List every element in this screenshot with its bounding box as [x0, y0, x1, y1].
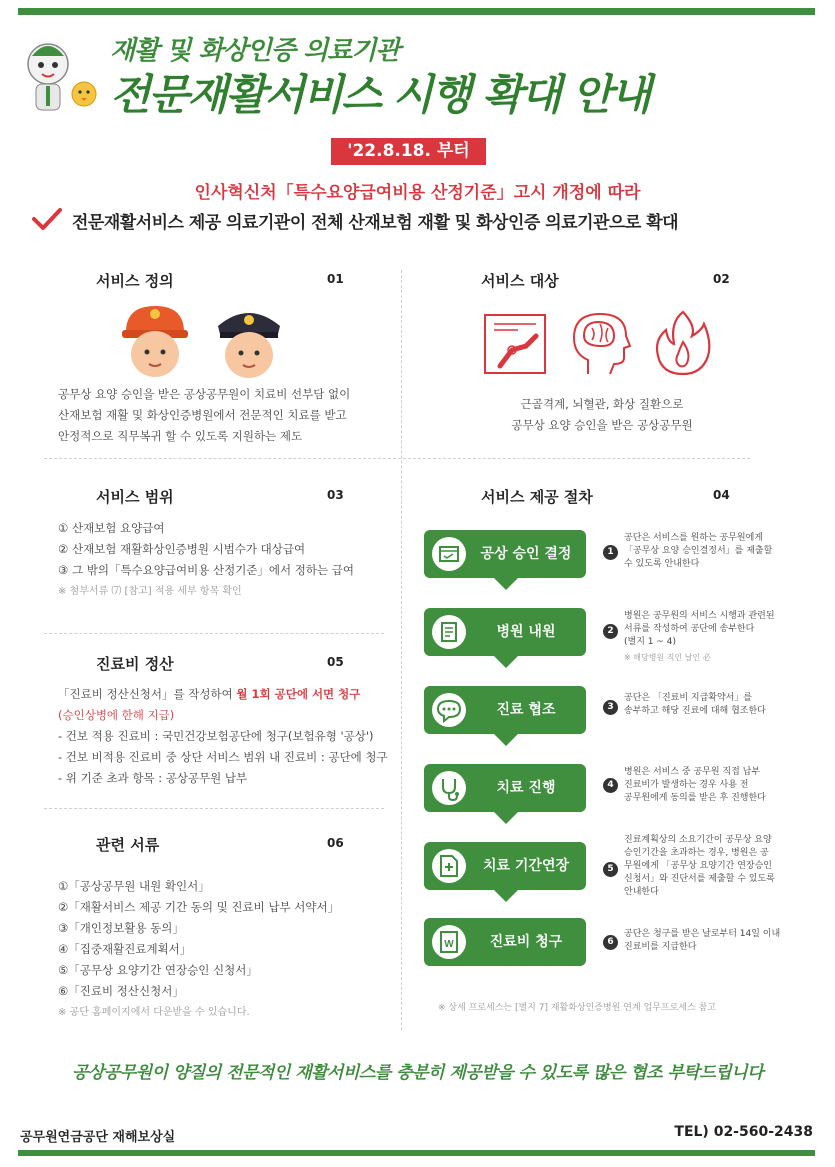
title-line1: 재활 및 화상인증 의료기관: [110, 36, 400, 66]
brain-head-icon: [568, 308, 634, 378]
date-badge: '22.8.18. 부터: [331, 138, 486, 165]
chat-bubble-icon: [432, 693, 466, 727]
section-title-process: 서비스 제공 절차: [481, 488, 593, 506]
arrow-down-icon: [494, 812, 518, 824]
step-description: 진료계획상의 소요기간이 공무상 요양 승인기간을 초과하는 경우, 병원은 공 무원에게 「공무상 요양기간 연장승인 신청서」와 진단서를 제출할 수 있도록 안내한다: [624, 835, 775, 897]
step-description: 공단은 「진료비 지급확약서」를 송부하고 해당 진료에 대해 협조한다: [624, 693, 766, 716]
organization-name: 공무원연금공단 재해보상실: [20, 1130, 176, 1145]
step-description: 병원은 공무원의 서비스 시행과 관련된 서류를 작성하여 공단에 송부한다 (별지 1 ~ 4): [624, 611, 775, 647]
section-title-scope: 서비스 범위: [96, 488, 174, 506]
process-step-2: 병원 내원: [424, 608, 586, 656]
subtitle: 인사혁신처「특수요양급여비용 산정기준」고시 개정에 따라: [194, 183, 641, 203]
process-footnote: ※ 상세 프로세스는 [별지 7] 재활화상인증병원 연계 업무프로세스 참고: [438, 1003, 716, 1013]
police-officer-icon: [212, 300, 286, 380]
row-divider: [44, 633, 384, 634]
scope-note: ※ 첨부서류 ⑺ [참고] 적용 세부 항목 확인: [58, 586, 242, 597]
section-number: 05: [327, 655, 344, 669]
svg-text:W: W: [444, 939, 454, 950]
section-title-target: 서비스 대상: [481, 272, 559, 290]
hospital-document-icon: [432, 615, 466, 649]
process-step-4: 치료 진행: [424, 764, 586, 812]
documents-list: ①「공상공무원 내원 확인서」 ②「재활서비스 제공 기간 동의 및 진료비 납부 서약서」 ③「개인정보활용 동의」 ④「집중재활진료계획서」 ⑤「공무상 요양기간 연장승인 신청서」 ⑥「진료비 정산신청서」 ※ 공단 홈페이지에서 다운받을 수 있습니다.: [58, 876, 339, 1023]
step-description: 공단은 서비스를 원하는 공무원에게 「공무상 요양 승인결정서」를 제출할 수 있도록 안내한다: [624, 533, 773, 569]
section-title-documents: 관련 서류: [96, 836, 160, 854]
arrow-down-icon: [494, 578, 518, 590]
firefighter-icon: [118, 302, 192, 380]
step-number-badge: 1: [603, 545, 618, 560]
arrow-down-icon: [494, 656, 518, 668]
step-number-badge: 4: [603, 778, 618, 793]
target-text: 근골격계, 뇌혈관, 화상 질환으로 공무상 요양 승인을 받은 공상공무원: [511, 397, 693, 432]
section-title-billing: 진료비 정산: [96, 655, 174, 673]
flame-icon: [652, 308, 714, 378]
process-step-1: 공상 승인 결정: [424, 530, 586, 578]
step-note: ※ 해당병원 직인 날인 必: [624, 653, 711, 662]
bottom-border: [18, 1150, 815, 1156]
scope-list: ① 산재보험 요양급여 ② 산재보험 재활화상인증병원 시범수가 대상급여 ③ 그 밖의「특수요양급여비용 산정기준」에서 정하는 급여 ※ 첨부서류 ⑺ [참고] 적용 세부 항목 확인: [58, 518, 354, 602]
step-number-badge: 2: [603, 624, 618, 639]
step-number-badge: 5: [603, 862, 618, 877]
documents-note: ※ 공단 홈페이지에서 다운받을 수 있습니다.: [58, 1007, 250, 1018]
row-divider: [44, 808, 384, 809]
mascot-icon: [20, 38, 100, 114]
process-step-3: 진료 협조: [424, 686, 586, 734]
billing-text: 「진료비 정산신청서」를 작성하여 월 1회 공단에 서면 청구 (승인상병에 한해 지급) - 건보 적용 진료비 : 국민건강보험공단에 청구(보험유형 '공상') - 건보 비적용 진료비 중 상단 서비스 범위 내 진료비 : 공단에 청구 - 위 기준 초과 항목 : 공상공무원 납부: [58, 687, 388, 785]
process-step-6: W 진료비 청구: [424, 918, 586, 966]
section-number: 02: [713, 272, 730, 286]
bone-xray-icon: [482, 312, 548, 376]
row-divider: [44, 458, 750, 459]
stethoscope-icon: [432, 771, 466, 805]
phone-number: TEL) 02-560-2438: [674, 1124, 813, 1140]
section-number: 04: [713, 488, 730, 502]
document-plus-icon: [432, 849, 466, 883]
section-number: 01: [327, 272, 344, 286]
page-title: 전문재활서비스 시행 확대 안내: [110, 70, 650, 119]
step-description: 공단은 청구를 받은 날로부터 14일 이내 진료비를 지급한다: [624, 929, 781, 952]
step-description: 병원은 서비스 중 공무원 직접 납부 진료비가 발생하는 경우 사용 전 공무원에게 동의를 받은 후 진행한다: [624, 767, 766, 803]
checkmark-icon: [32, 207, 62, 231]
closing-message: 공상공무원이 양질의 전문적인 재활서비스를 충분히 제공받을 수 있도록 많은 협조 부탁드립니다: [71, 1063, 764, 1083]
top-border: [18, 8, 815, 15]
approval-icon: [432, 537, 466, 571]
arrow-down-icon: [494, 734, 518, 746]
headline: 전문재활서비스 제공 의료기관이 전체 산재보험 재활 및 화상인증 의료기관으로 확대: [72, 213, 679, 233]
word-document-icon: [432, 925, 466, 959]
definition-text: 공무상 요양 승인을 받은 공상공무원이 치료비 선부담 없이 산재보험 재활 및 화상인증병원에서 전문적인 치료를 받고 안정적으로 직무복귀 할 수 있도록 지원하는 제도: [58, 387, 351, 443]
step-number-badge: 3: [603, 700, 618, 715]
arrow-down-icon: [494, 890, 518, 902]
column-divider: [401, 270, 402, 1030]
section-number: 06: [327, 836, 344, 850]
process-step-5: 치료 기간연장: [424, 842, 586, 890]
section-title-definition: 서비스 정의: [96, 272, 174, 290]
section-number: 03: [327, 488, 344, 502]
step-number-badge: 6: [603, 935, 618, 950]
